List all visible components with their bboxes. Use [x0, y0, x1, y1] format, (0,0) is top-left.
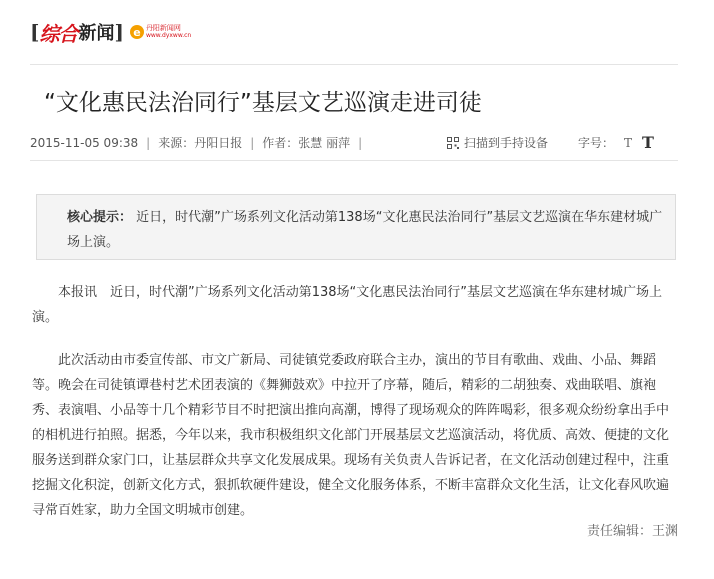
header-divider	[30, 64, 678, 65]
article-meta	[30, 134, 680, 151]
publish-datetime: 2015-11-05 09:38	[30, 136, 139, 150]
article-body	[32, 280, 680, 541]
article-source: 来源：丹阳日报	[158, 136, 243, 150]
meta-divider	[30, 160, 678, 161]
qr-scan-icon	[447, 137, 459, 149]
site-logo[interactable]	[130, 24, 191, 40]
scan-to-device-label: 扫描到手持设备	[464, 136, 549, 150]
responsible-editor: 责任编辑：王渊	[586, 524, 678, 539]
site-logo-icon: e	[130, 25, 144, 39]
site-logo-name: 丹阳新闻网	[145, 24, 181, 32]
font-size-small-button[interactable]: T	[624, 135, 633, 150]
font-size-label: 字号：	[578, 136, 615, 150]
summary-box	[36, 194, 676, 260]
meta-separator: |	[358, 136, 363, 150]
scan-to-device-button[interactable]	[447, 134, 548, 151]
site-logo-text	[146, 24, 191, 40]
header-bracket-close: ]	[114, 20, 124, 44]
site-header	[30, 18, 191, 46]
header-bracket-open: [	[30, 20, 40, 44]
channel-logo-dark[interactable]: 新闻	[78, 23, 115, 44]
channel-logo-red[interactable]: 综合	[39, 21, 78, 46]
meta-separator: |	[250, 136, 255, 150]
font-size-control	[578, 134, 654, 151]
article-paragraph: 此次活动由市委宣传部、市文广新局、司徒镇党委政府联合主办，演出的节目有歌曲、戏曲、小品、舞蹈等。晚会在司徒镇谭巷村艺术团表演的《舞狮鼓欢》中拉开了序幕，随后，精彩的二胡独奏、戏曲联唱、旗袍秀、表演唱、小品等十几个精彩节目不时把演出推向高潮，博得了现场观众的阵阵喝彩，很多观众纷纷拿出手中的相机进行拍照。据悉，今年以来，我市积极组织文化部门开展基层文艺巡演活动，将优质、高效、便捷的文化服务送到群众家门口，让基层群众共享文化发展成果。现场有关负责人告诉记者，在文化活动创建过程中，注重挖掘文化积淀，创新文化方式，狠抓软硬件建设，健全文化服务体系，不断丰富群众文化生活，让文化春风吹遍寻常百姓家，助力全国文明城市创建。	[32, 353, 670, 518]
site-logo-url: www.dyxww.cn	[145, 32, 192, 39]
article-title: “文化惠民法治同行”基层文艺巡演走进司徒	[44, 90, 482, 116]
font-size-large-button[interactable]: T	[642, 132, 654, 152]
article-paragraph: 本报讯 近日，时代潮”广场系列文化活动第138场“文化惠民法治同行”基层文艺巡演在华东建材城广场上演。	[32, 285, 663, 325]
meta-separator: |	[146, 136, 151, 150]
article-author: 作者：张慧 丽萍	[262, 136, 351, 150]
summary-label: 核心提示：	[67, 210, 133, 225]
summary-text: 近日，时代潮”广场系列文化活动第138场“文化惠民法治同行”基层文艺巡演在华东建材城广场上演。	[67, 210, 663, 250]
